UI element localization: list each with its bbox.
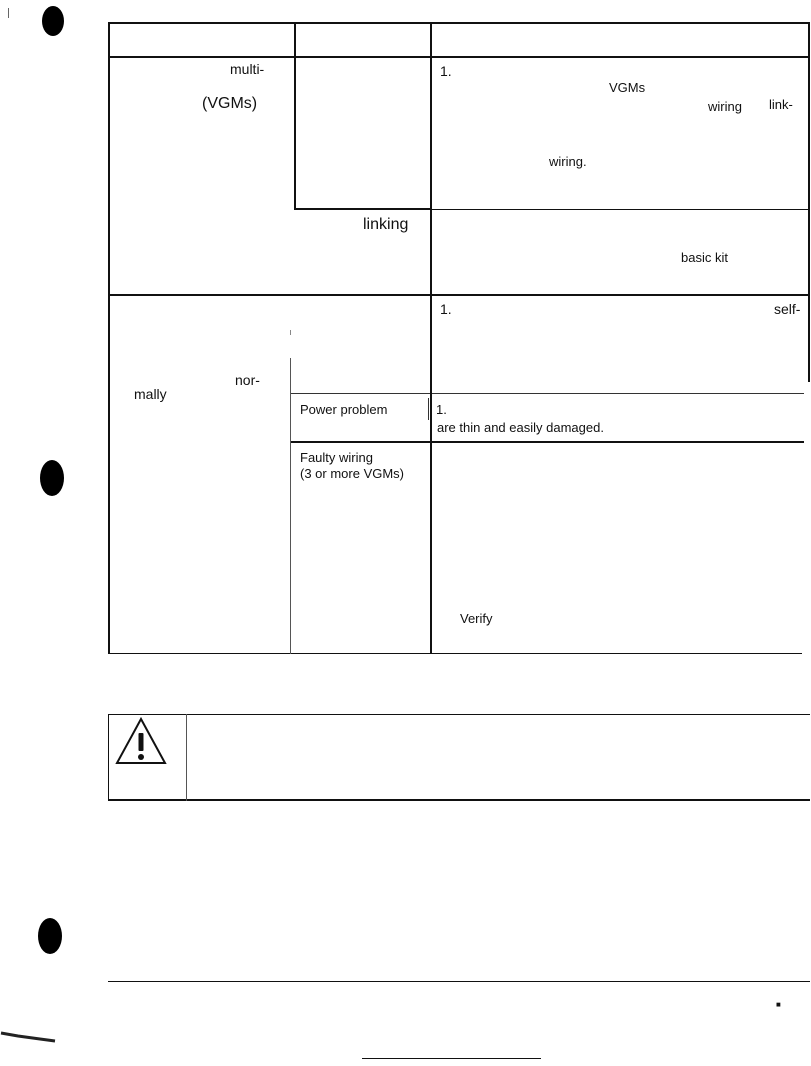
table-bottom-border [108, 653, 802, 654]
row1-solution-fragment-vgms: VGMs [609, 80, 646, 95]
row3-symptom-fragment-nor: nor- [235, 372, 260, 388]
row5-cause-line1: Faulty wiring [300, 450, 373, 465]
bottom-center-rule [362, 1058, 541, 1059]
row1-solution-fragment-wiring-end: wiring. [549, 154, 587, 169]
caution-top-border [108, 714, 810, 715]
row2-solution-fragment-basic-kit: basic kit [681, 250, 728, 265]
row1-symptom-fragment-multi: multi- [230, 61, 265, 77]
row5-cause-line2: (3 or more VGMs) [300, 466, 405, 481]
header-row-border [108, 56, 810, 58]
table-right-border [808, 22, 810, 382]
row4-solution-text: are thin and easily damaged. [437, 420, 604, 435]
row3-solution-fragment-self: self- [774, 301, 801, 317]
binding-hole-top [42, 6, 64, 36]
warning-triangle-icon [114, 716, 168, 768]
cause-cell-bottom [294, 208, 430, 210]
binding-hole-middle [40, 460, 64, 496]
caution-left-border [108, 714, 109, 801]
table-left-border [108, 22, 110, 654]
row2-bottom-border [108, 294, 810, 296]
footer-rule [108, 981, 810, 982]
caution-divider [186, 714, 187, 801]
row1-solution-fragment-wiring: wiring [708, 99, 742, 114]
row4-bottom-border [290, 441, 804, 443]
col1-divider-upper [294, 22, 296, 210]
table-top-border [108, 22, 810, 24]
row5-solution-fragment-verify: Verify [460, 611, 493, 626]
row3-solution-bottom [290, 393, 804, 394]
footer-bullet: ■ [776, 1000, 781, 1009]
caution-bottom-border [108, 799, 810, 801]
row3-stray-tick [290, 330, 291, 335]
row1-step-number: 1. [440, 63, 452, 79]
row1-solution-fragment-link: link- [769, 97, 793, 112]
row3-symptom-fragment-mally: mally [134, 386, 167, 402]
row4-cause: Power problem [300, 402, 388, 417]
row3-step-number: 1. [440, 301, 452, 317]
row2-cause-fragment-linking: linking [363, 216, 409, 233]
row1-symptom-fragment-vgms: (VGMs) [202, 95, 258, 112]
binding-hole-bottom [38, 918, 62, 954]
col1-divider-lower [290, 358, 291, 654]
col2-divider [430, 22, 432, 654]
row1-solution-bottom [430, 209, 810, 210]
bottom-left-smudge [0, 1030, 56, 1042]
corner-tick [8, 8, 9, 18]
row4-inner-mark [428, 398, 429, 420]
row4-step-number: 1. [436, 402, 447, 417]
